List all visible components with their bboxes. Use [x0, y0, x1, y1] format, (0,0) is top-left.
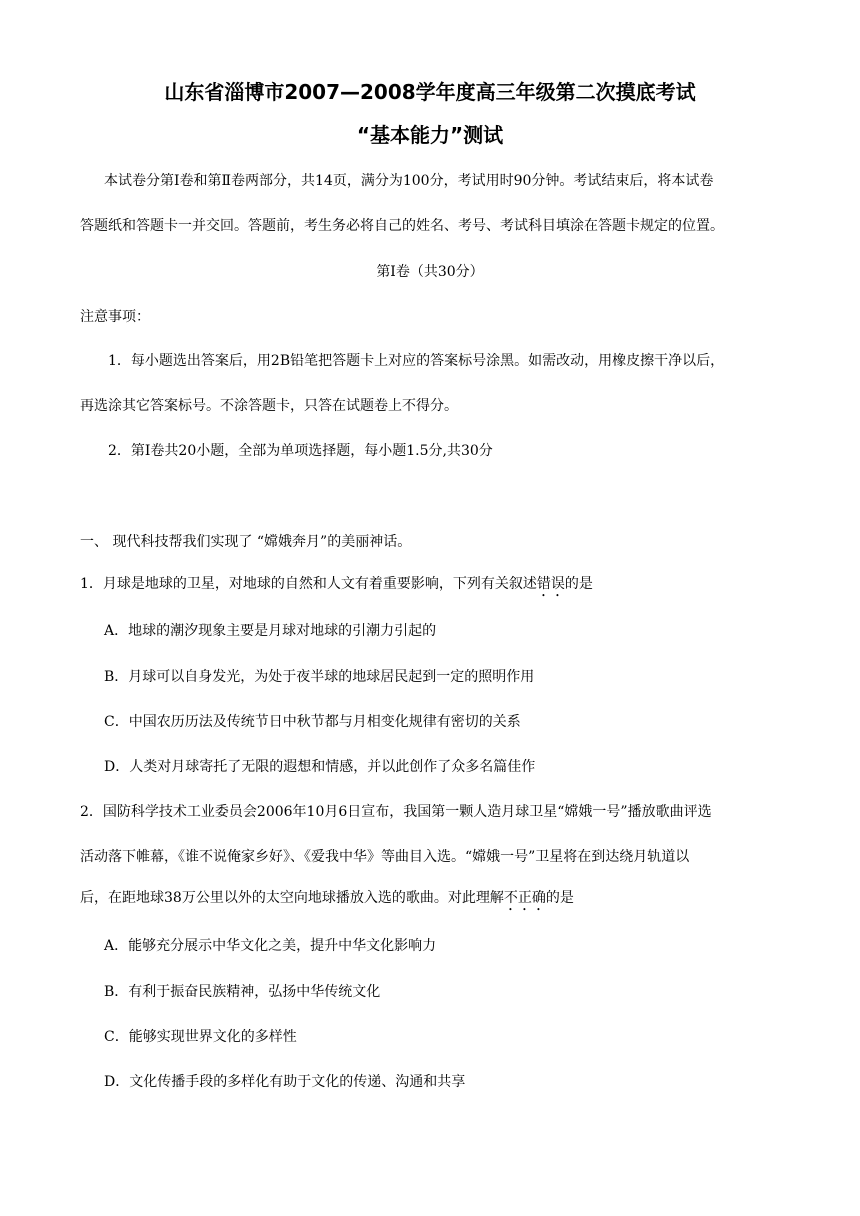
question-2-stem-tail: 的是	[545, 890, 574, 906]
question-1-option-b: B．月球可以自身发光，为处于夜半球的地球居民起到一定的照明作用	[104, 669, 535, 685]
note-item-1-line-1: 1．每小题选出答案后，用2B铅笔把答题卡上对应的答案标号涂黑。如需改动，用橡皮擦干净以后，	[108, 353, 725, 369]
question-2-option-b: B．有利于振奋民族精神，弘扬中华传统文化	[104, 984, 381, 1000]
question-1-emphasis: 错误	[536, 576, 565, 592]
question-2-stem-line-1: 2．国防科学技术工业委员会2006年10月6日宣布，我国第一颗人造月球卫星“嫦娥一号”播放歌曲评选	[80, 804, 712, 820]
note-item-1-line-2: 再选涂其它答案标号。不涂答题卡，只答在试题卷上不得分。	[80, 398, 458, 414]
question-2-option-d: D．文化传播手段的多样化有助于文化的传递、沟通和共享	[104, 1074, 466, 1090]
section-heading: 第Ⅰ卷（共30分）	[376, 264, 484, 280]
question-1-stem-text: 1．月球是地球的卫星，对地球的自然和人文有着重要影响，下列有关叙述	[80, 576, 537, 592]
question-1-stem-tail: 的是	[564, 576, 593, 592]
intro-line-1: 本试卷分第Ⅰ卷和第Ⅱ卷两部分，共14页，满分为100分，考试用时90分钟。考试结束后，将本试卷	[104, 173, 714, 189]
note-item-2: 2．第Ⅰ卷共20小题，全部为单项选择题，每小题1.5分,共30分	[108, 443, 493, 459]
question-2-stem-line-2: 活动落下帷幕，《谁不说俺家乡好》、《爱我中华》等曲目入选。“嫦娥一号”卫星将在到达绕月轨道以	[80, 849, 690, 865]
question-1-option-a: A．地球的潮汐现象主要是月球对地球的引潮力引起的	[104, 623, 437, 639]
notes-heading: 注意事项：	[80, 309, 150, 325]
question-2-emphasis: 不正确	[503, 890, 546, 906]
intro-line-2: 答题纸和答题卡一并交回。答题前，考生务必将自己的姓名、考号、考试科目填涂在答题卡规定的位置。	[80, 218, 724, 234]
page-subtitle: “基本能力”测试	[356, 123, 504, 147]
question-2-stem-text: 后，在距地球38万公里以外的太空向地球播放入选的歌曲。对此理解	[80, 890, 504, 906]
question-2-option-c: C．能够实现世界文化的多样性	[104, 1029, 297, 1045]
part-1-heading: 一、 现代科技帮我们实现了 “嫦娥奔月”的美丽神话。	[80, 534, 412, 550]
question-1-stem	[80, 575, 593, 600]
question-1-option-c: C．中国农历历法及传统节日中秋节都与月相变化规律有密切的关系	[104, 714, 521, 730]
question-2-stem-line-3	[80, 889, 574, 914]
question-2-option-a: A．能够充分展示中华文化之美，提升中华文化影响力	[104, 938, 437, 954]
page-title: 山东省淄博市2007—2008学年度高三年级第二次摸底考试	[164, 80, 696, 104]
question-1-option-d: D．人类对月球寄托了无限的遐想和情感，并以此创作了众多名篇佳作	[104, 759, 536, 775]
